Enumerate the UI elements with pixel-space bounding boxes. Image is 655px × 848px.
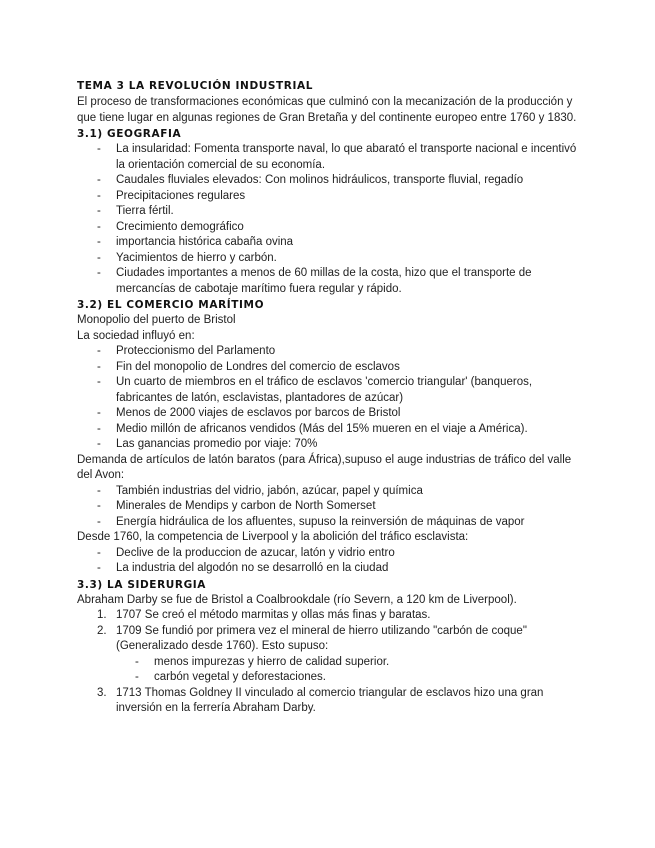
list-item: - Ciudades importantes a menos de 60 millas de la costa, hizo que el transporte de mercancías de cabotaje marítimo fuera regular y rápido. xyxy=(77,266,587,297)
item-text: 1707 Se creó el método marmitas y ollas más finas y baratas. xyxy=(116,609,431,621)
list-item: - Un cuarto de miembros en el tráfico de esclavos 'comercio triangular' (banqueros, fabricantes de latón, esclavistas, plantadores de azúcar) xyxy=(77,375,587,406)
paragraph: Desde 1760, la competencia de Liverpool y la abolición del tráfico esclavista: xyxy=(77,531,469,543)
declive-list xyxy=(77,546,587,577)
list-item: - Medio millón de africanos vendidos (Más del 15% mueren en el viaje a América). xyxy=(77,422,587,438)
section-heading-comercio: 3.2) EL COMERCIO MARÍTIMO xyxy=(77,299,265,311)
item-text: 1713 Thomas Goldney II vinculado al comercio triangular de esclavos hizo una gran inversión en la ferrería Abraham Darby. xyxy=(116,686,544,714)
numbered-item xyxy=(77,686,587,717)
numbered-item xyxy=(77,624,587,655)
list-item: - Menos de 2000 viajes de esclavos por barcos de Bristol xyxy=(77,406,587,422)
paragraph: La sociedad influyó en: xyxy=(77,329,195,342)
section-heading-geografia: 3.1) GEOGRAFIA xyxy=(77,128,182,140)
list-item: - Declive de la produccion de azucar, latón y vidrio entro xyxy=(77,546,587,562)
list-item: - Proteccionismo del Parlamento xyxy=(77,344,587,360)
list-item: - La insularidad: Fomenta transporte naval, lo que abarató el transporte nacional e incentivó la orientación comercial de su economía. xyxy=(77,142,587,173)
item-text: 1709 Se fundió por primera vez el mineral de hierro utilizando "carbón de coque" (Generalizado desde 1760). Esto supuso: xyxy=(116,624,527,652)
list-item: - La industria del algodón no se desarrolló en la ciudad xyxy=(77,561,587,577)
numbered-item xyxy=(77,608,587,624)
page-title: TEMA 3 LA REVOLUCIÓN INDUSTRIAL xyxy=(77,80,314,92)
item-number: 1. xyxy=(97,609,107,621)
intro-paragraph: El proceso de transformaciones económicas que culminó con la mecanización de la producción y que tiene lugar en algunas regiones de Gran Bretaña y del continente europeo entre 1760 y 1830. xyxy=(77,96,577,124)
industrias-list xyxy=(77,484,587,531)
list-item: - También industrias del vidrio, jabón, azúcar, papel y química xyxy=(77,484,587,500)
geografia-list xyxy=(77,142,587,297)
coque-sublist xyxy=(77,655,587,686)
list-item: - Yacimientos de hierro y carbón. xyxy=(77,251,587,267)
paragraph: Monopolio del puerto de Bristol xyxy=(77,314,236,326)
paragraph: Abraham Darby se fue de Bristol a Coalbrookdale (río Severn, a 120 km de Liverpool). xyxy=(77,593,517,606)
item-number: 3. xyxy=(97,686,107,699)
siderurgia-list-cont xyxy=(77,686,587,717)
sub-list-item: - menos impurezas y hierro de calidad superior. xyxy=(77,655,587,671)
paragraph: Demanda de artículos de latón baratos (para África),supuso el auge industrias de tráfico del valle del Avon: xyxy=(77,453,572,481)
list-item: - importancia histórica cabaña ovina xyxy=(77,235,587,251)
list-item: - Fin del monopolio de Londres del comercio de esclavos xyxy=(77,360,587,376)
sociedad-list xyxy=(77,344,587,453)
item-number: 2. xyxy=(97,624,107,637)
document-page xyxy=(77,78,587,717)
list-item: - Precipitaciones regulares xyxy=(77,189,587,205)
siderurgia-list xyxy=(77,608,587,655)
list-item: - Crecimiento demográfico xyxy=(77,220,587,236)
list-item: - Tierra fértil. xyxy=(77,204,587,220)
sub-list-item: - carbón vegetal y deforestaciones. xyxy=(77,670,587,686)
list-item: - Energía hidráulica de los afluentes, supuso la reinversión de máquinas de vapor xyxy=(77,515,587,531)
list-item: - Caudales fluviales elevados: Con molinos hidráulicos, transporte fluvial, regadío xyxy=(77,173,587,189)
list-item: - Las ganancias promedio por viaje: 70% xyxy=(77,437,587,453)
list-item: - Minerales de Mendips y carbon de North Somerset xyxy=(77,499,587,515)
section-heading-siderurgia: 3.3) LA SIDERURGIA xyxy=(77,578,207,591)
